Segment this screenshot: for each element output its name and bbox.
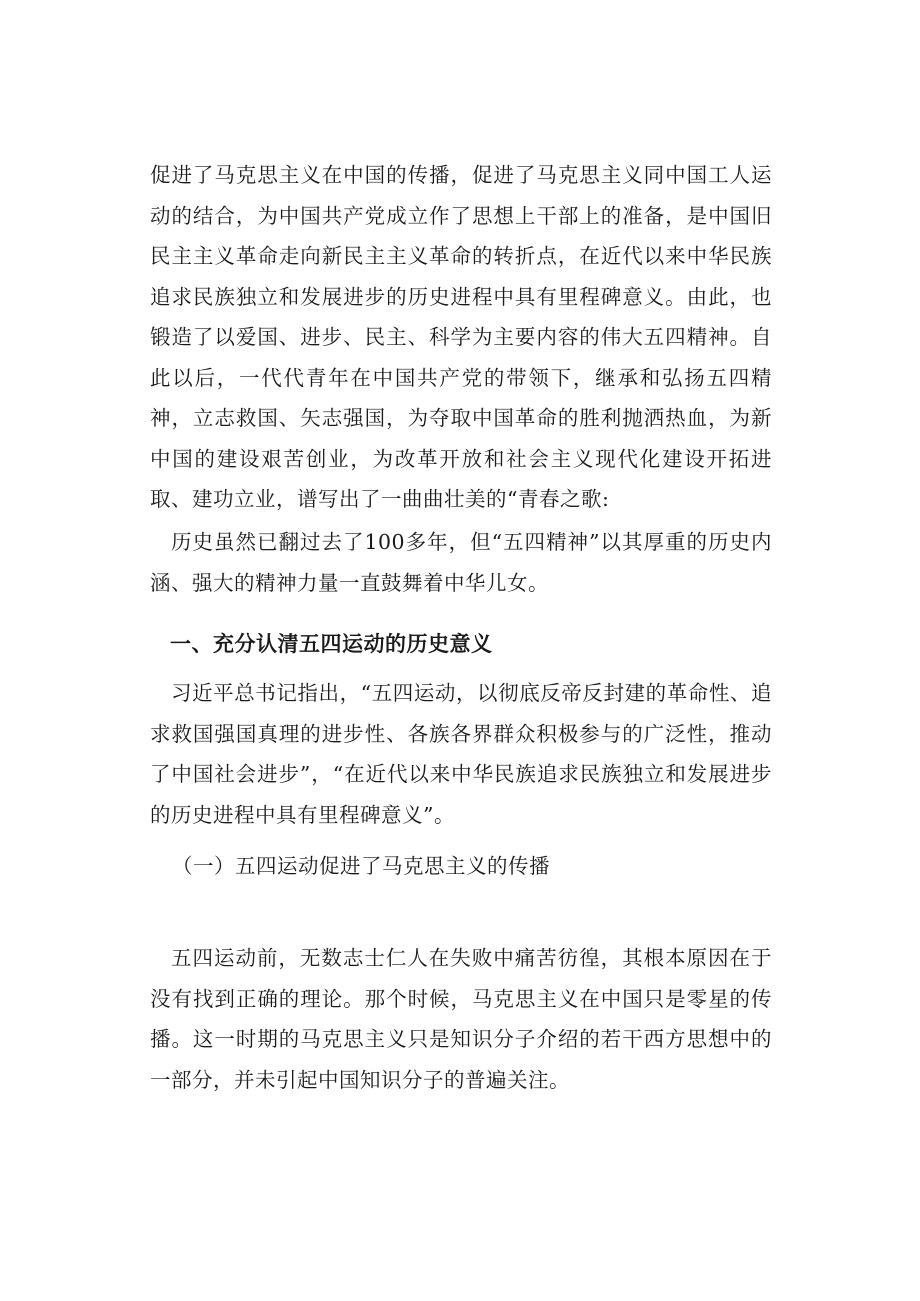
- body-paragraph-4: 五四运动前，无数志士仁人在失败中痛苦彷徨，其根本原因在于没有找到正确的理论。那个时候，马克思主义在中国只是零星的传播。这一时期的马克思主义只是知识分子介绍的若干西方思想中的一部分，并未引起中国知识分子的普遍关注。: [150, 946, 772, 1092]
- subsection-heading: （一）五四运动促进了马克思主义的传播: [172, 854, 550, 878]
- body-paragraph-2: 历史虽然已翻过去了100多年，但“五四精神”以其厚重的历史内涵、强大的精神力量一直鼓舞着中华儿女。: [150, 530, 772, 595]
- body-paragraph-3: 习近平总书记指出，“五四运动，以彻底反帝反封建的革命性、追求救国强国真理的进步性、各族各界群众积极参与的广泛性，推动了中国社会进步”，“在近代以来中华民族追求民族独立和发展进步的历史进程中具有里程碑意义”。: [150, 681, 772, 827]
- body-paragraph-1: 促进了马克思主义在中国的传播，促进了马克思主义同中国工人运动的结合，为中国共产党成立作了思想上干部上的准备，是中国旧民主主义革命走向新民主主义革命的转折点，在近代以来中华民族追求民族独立和发展进步的历史进程中具有里程碑意义。由此，也锻造了以爱国、进步、民主、科学为主要内容的伟大五四精神。自此以后，一代代青年在中国共产党的带领下，继承和弘扬五四精神，立志救国、矢志强国，为夺取中国革命的胜利抛洒热血，为新中国的建设艰苦创业，为改革开放和社会主义现代化建设开拓进取、建功立业，谱写出了一曲曲壮美的“青春之歌:: [150, 163, 772, 511]
- section-heading: 一、充分认清五四运动的历史意义: [170, 632, 493, 656]
